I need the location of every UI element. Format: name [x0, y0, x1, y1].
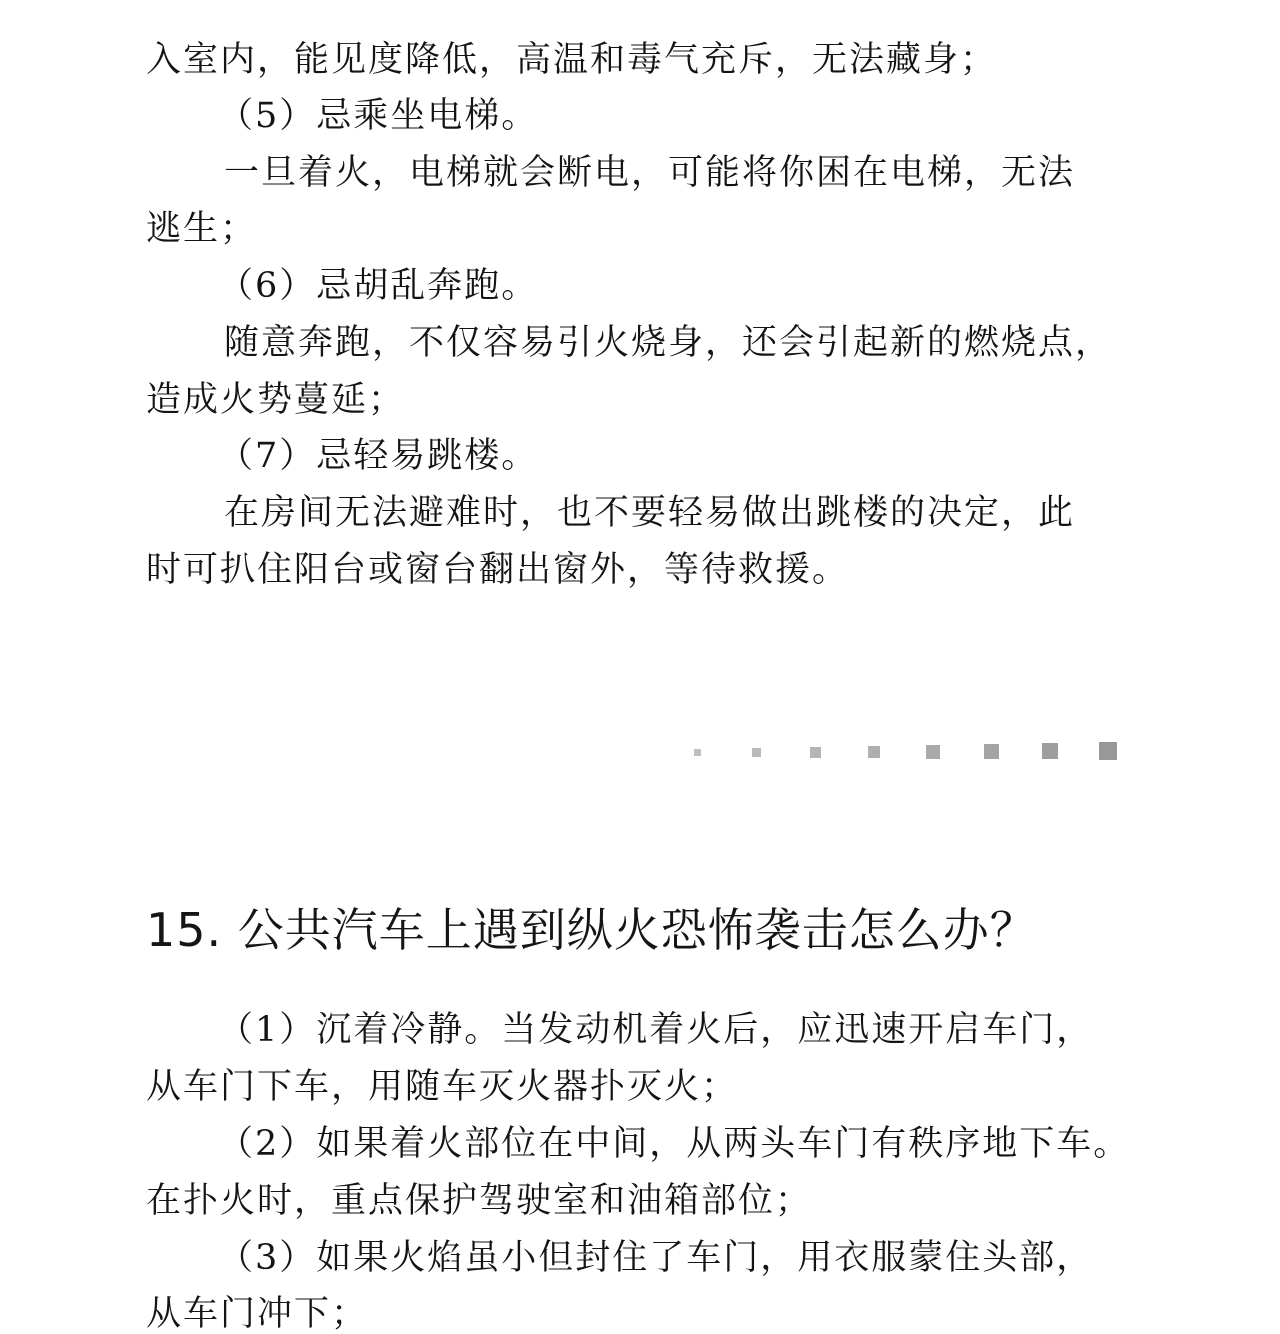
- text-line: 入室内，能见度降低，高温和毒气充斥，无法藏身；: [146, 40, 998, 80]
- square-dots-divider-icon: [694, 742, 1124, 762]
- text-line: 一旦着火，电梯就会断电，可能将你困在电梯，无法: [224, 153, 1076, 193]
- text-line: 随意奔跑，不仅容易引火烧身，还会引起新的燃烧点，: [224, 323, 1113, 363]
- list-item: （2）如果着火部位在中间，从两头车门有秩序地下车。: [218, 1124, 1131, 1164]
- list-item-heading: （6）忌胡乱奔跑。: [218, 266, 539, 306]
- text-line: 逃生；: [146, 209, 258, 249]
- list-item-heading: （5）忌乘坐电梯。: [218, 96, 539, 136]
- text-line: 时可扒住阳台或窗台翻出窗外，等待救援。: [146, 550, 850, 590]
- text-line: 在房间无法避难时，也不要轻易做出跳楼的决定，此: [224, 493, 1076, 533]
- list-item: （1）沉着冷静。当发动机着火后，应迅速开启车门，: [218, 1010, 1094, 1050]
- text-line: 造成火势蔓延；: [146, 380, 406, 420]
- section-heading: 15. 公共汽车上遇到纵火恐怖袭击怎么办？: [146, 903, 1037, 957]
- text-line: 在扑火时，重点保护驾驶室和油箱部位；: [146, 1181, 813, 1221]
- text-line: 从车门下车，用随车灭火器扑灭火；: [146, 1067, 739, 1107]
- text-line: 从车门冲下；: [146, 1294, 369, 1334]
- list-item: （3）如果火焰虽小但封住了车门，用衣服蒙住头部，: [218, 1238, 1094, 1278]
- list-item-heading: （7）忌轻易跳楼。: [218, 436, 539, 476]
